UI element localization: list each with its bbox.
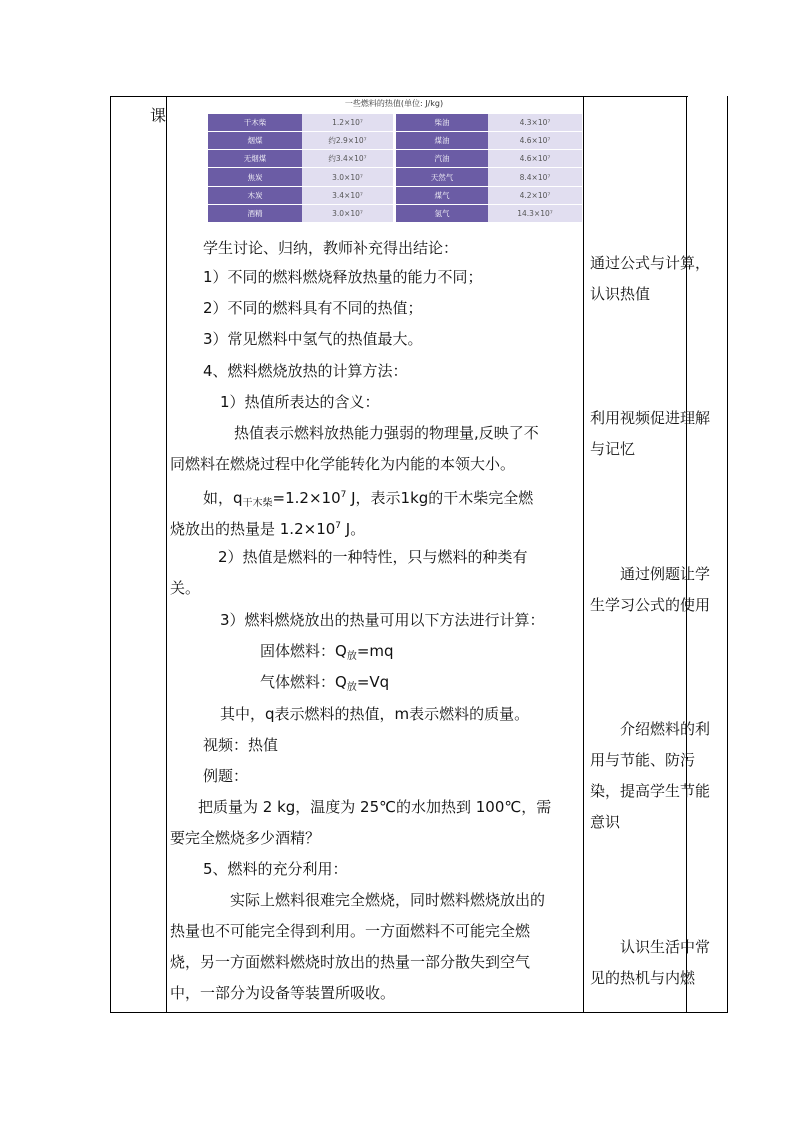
conclusion-1: 1）不同的燃料燃烧释放热量的能力不同； bbox=[203, 268, 483, 286]
example-exponent: 7 bbox=[340, 490, 347, 500]
table-divider-2 bbox=[583, 96, 584, 1013]
solid-formula-subscript: 放 bbox=[346, 651, 357, 662]
fuel-name-cell: 煤气 bbox=[396, 187, 488, 205]
table-bottom-border bbox=[110, 1012, 728, 1013]
fuel-value-cell: 4.3×10⁷ bbox=[488, 114, 582, 132]
example-value: =1.2×10 bbox=[272, 489, 341, 507]
example-subscript: 干木柴 bbox=[242, 498, 273, 509]
fuel-value-cell: 4.2×10⁷ bbox=[488, 187, 582, 205]
example-2-exponent: 7 bbox=[335, 521, 342, 531]
solid-fuel-formula bbox=[260, 641, 394, 667]
definition-line-2: 同燃料在燃烧过程中化学能转化为内能的本领大小。 bbox=[170, 455, 516, 473]
fuel-name-cell: 焦炭 bbox=[208, 168, 302, 186]
row-label: 课 bbox=[150, 106, 167, 125]
fuel-name-cell: 干木柴 bbox=[208, 114, 302, 132]
fuel-value-cell: 约2.9×10⁷ bbox=[302, 132, 396, 150]
section-4-3-heading: 3）燃料燃烧放出的热量可用以下方法进行计算： bbox=[220, 611, 545, 629]
section-5-heading: 5、燃料的充分利用： bbox=[203, 860, 348, 878]
fuel-name-cell: 无烟煤 bbox=[208, 150, 302, 168]
solid-formula-suffix: =mq bbox=[356, 642, 394, 660]
fuel-name-cell: 柴油 bbox=[396, 114, 488, 132]
fuel-name-cell: 煤油 bbox=[396, 132, 488, 150]
note-heat-value: 通过公式与计算，认识热值 bbox=[590, 254, 711, 303]
example-line-2 bbox=[170, 516, 365, 539]
section-4-2-line-2: 关。 bbox=[170, 579, 201, 597]
section-5-line-1: 实际上燃料很难完全燃烧，同时燃料燃烧放出的 bbox=[230, 891, 546, 909]
fuel-name-cell: 酒精 bbox=[208, 205, 302, 223]
note-heat-engine: 认识生活中常见的热机与内燃 bbox=[590, 938, 711, 987]
fuel-value-cell: 14.3×10⁷ bbox=[488, 205, 582, 223]
table-border-right bbox=[727, 96, 728, 1013]
section-4-heading: 4、燃料燃烧放热的计算方法： bbox=[203, 362, 408, 380]
fuel-name-cell: 天然气 bbox=[396, 168, 488, 186]
gas-formula-suffix: =Vq bbox=[356, 673, 390, 691]
section-5-line-3: 烧，另一方面燃料燃烧时放出的热量一部分散失到空气 bbox=[170, 953, 531, 971]
example-line-1 bbox=[203, 485, 533, 514]
note-video: 利用视频促进理解与记忆 bbox=[590, 409, 711, 458]
fuel-name-cell: 烟煤 bbox=[208, 132, 302, 150]
table-divider-1 bbox=[166, 96, 167, 1013]
variable-explanation: 其中，q表示燃料的热值，m表示燃料的质量。 bbox=[220, 705, 530, 723]
gas-formula-prefix: 气体燃料：Q bbox=[260, 673, 347, 691]
section-4-1-heading: 1）热值所表达的含义： bbox=[220, 393, 380, 411]
table-divider-3 bbox=[686, 96, 687, 1013]
gas-formula-subscript: 放 bbox=[346, 682, 357, 693]
example-prefix: 如，q bbox=[203, 489, 243, 507]
problem-line-1: 把质量为 2 kg，温度为 25℃的水加热到 100℃，需 bbox=[198, 798, 552, 816]
example-2-text: 烧放出的热量是 1.2×10 bbox=[170, 520, 336, 538]
fuel-value-cell: 3.4×10⁷ bbox=[302, 187, 396, 205]
note-energy-saving: 介绍燃料的利用与节能、防污染，提高学生节能意识 bbox=[590, 720, 711, 831]
section-4-2-line-1: 2）热值是燃料的一种特性，只与燃料的种类有 bbox=[218, 548, 528, 566]
table-top-border bbox=[110, 96, 688, 97]
problem-line-2: 要完全燃烧多少酒精？ bbox=[170, 829, 321, 847]
example-heading: 例题： bbox=[203, 767, 249, 785]
fuel-name-cell: 木炭 bbox=[208, 187, 302, 205]
fuel-heat-value-table bbox=[208, 114, 582, 223]
fuel-value-cell: 1.2×10⁷ bbox=[302, 114, 396, 132]
gas-fuel-formula bbox=[260, 672, 389, 698]
video-label: 视频：热值 bbox=[203, 736, 279, 754]
fuel-value-cell: 4.6×10⁷ bbox=[488, 150, 582, 168]
conclusion-intro: 学生讨论、归纳，教师补充得出结论： bbox=[203, 239, 459, 257]
section-5-line-4: 中，一部分为设备等装置所吸收。 bbox=[170, 984, 396, 1002]
fuel-value-cell: 3.0×10⁷ bbox=[302, 168, 396, 186]
solid-formula-prefix: 固体燃料：Q bbox=[260, 642, 347, 660]
example-2-suffix: J。 bbox=[341, 520, 366, 538]
fuel-value-cell: 3.0×10⁷ bbox=[302, 205, 396, 223]
note-example: 通过例题让学生学习公式的使用 bbox=[590, 565, 711, 614]
fuel-value-cell: 8.4×10⁷ bbox=[488, 168, 582, 186]
section-5-line-2: 热量也不可能完全得到利用。一方面燃料不可能完全燃 bbox=[170, 922, 531, 940]
fuel-value-cell: 4.6×10⁷ bbox=[488, 132, 582, 150]
fuel-value-cell: 约3.4×10⁷ bbox=[302, 150, 396, 168]
conclusion-3: 3）常见燃料中氢气的热值最大。 bbox=[203, 330, 423, 348]
table-border-left bbox=[110, 96, 111, 1013]
fuel-name-cell: 汽油 bbox=[396, 150, 488, 168]
fuel-name-cell: 氢气 bbox=[396, 205, 488, 223]
conclusion-2: 2）不同的燃料具有不同的热值； bbox=[203, 299, 423, 317]
example-suffix: J，表示1kg的干木柴完全燃 bbox=[346, 489, 534, 507]
definition-line-1: 热值表示燃料放热能力强弱的物理量,反映了不 bbox=[234, 424, 539, 442]
fuel-table-caption: 一些燃料的热值(单位: J/kg) bbox=[344, 99, 444, 108]
